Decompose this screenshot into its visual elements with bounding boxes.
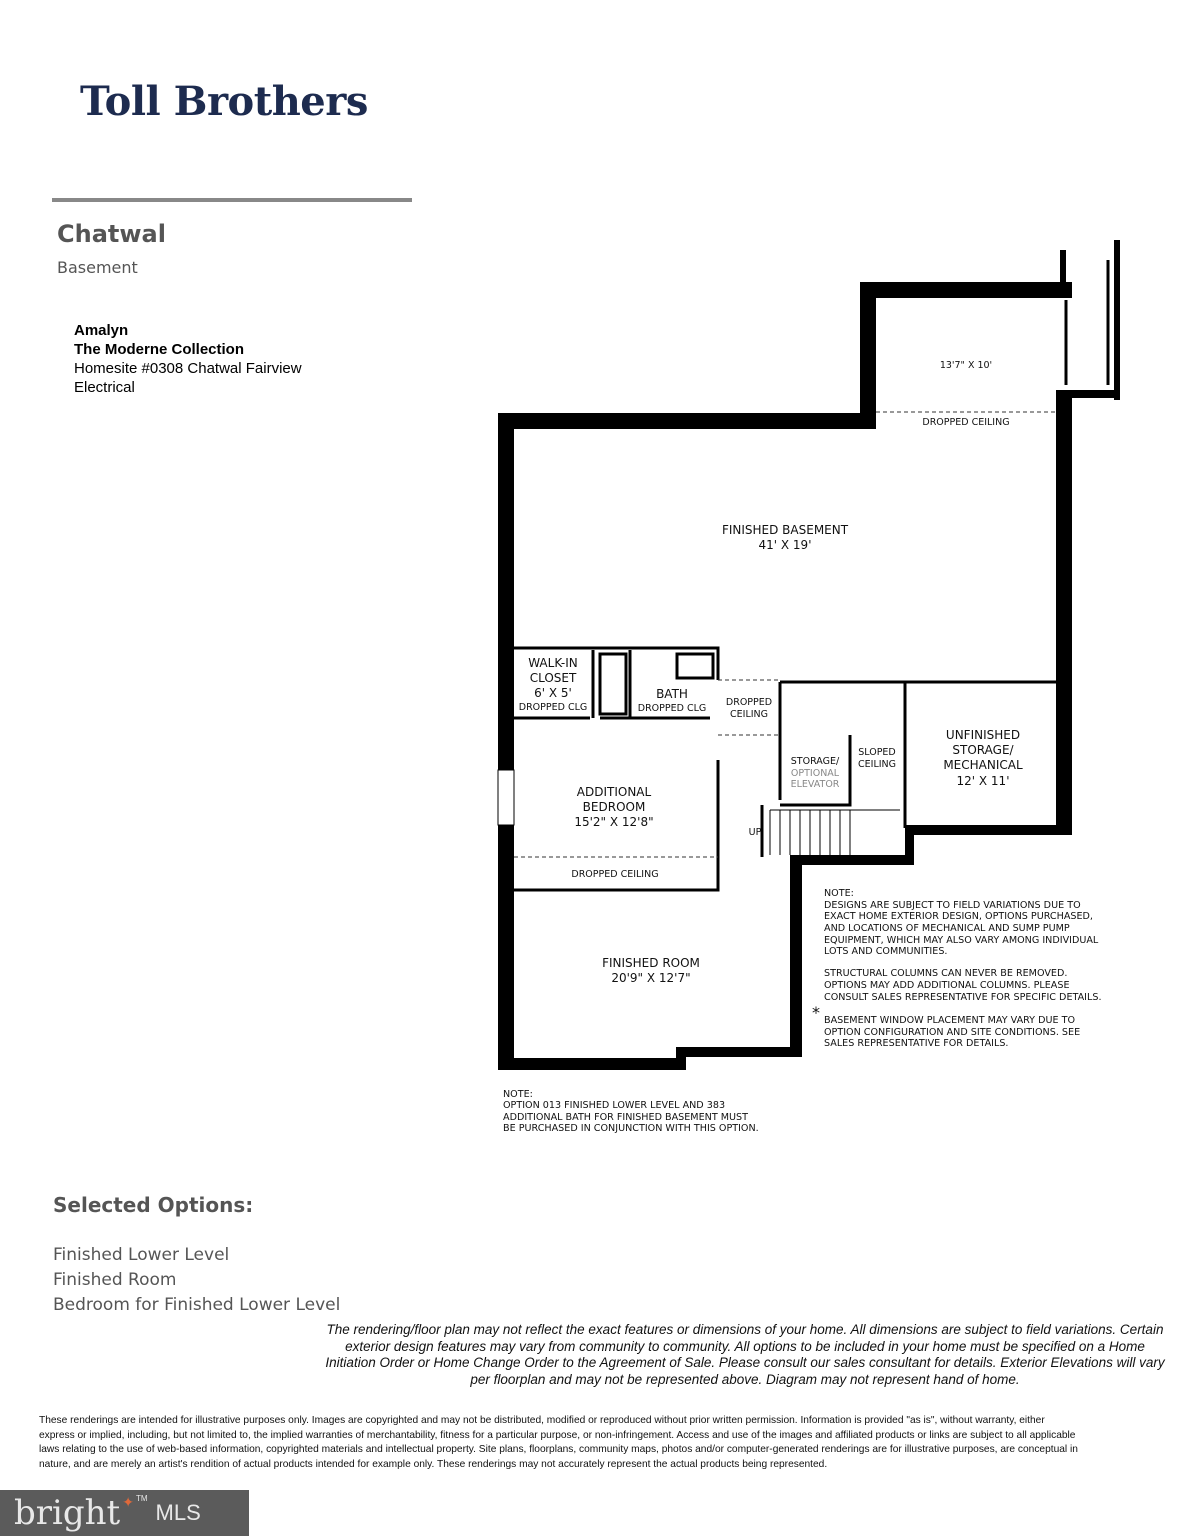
option-item: Finished Room	[53, 1270, 177, 1290]
selected-options-list	[53, 1243, 340, 1318]
option-item: Finished Lower Level	[53, 1245, 230, 1265]
bedroom-label-1: ADDITIONAL	[576, 785, 652, 799]
closet-dropped: DROPPED CLG	[518, 702, 588, 713]
window	[498, 770, 514, 825]
note-line: SALES REPRESENTATIVE FOR DETAILS.	[824, 1038, 1009, 1049]
note-line: OPTION 013 FINISHED LOWER LEVEL AND 383	[503, 1100, 726, 1111]
note-line: BASEMENT WINDOW PLACEMENT MAY VARY DUE TO	[824, 1015, 1076, 1026]
closet-label-2: CLOSET	[529, 671, 577, 685]
bedroom-label-2: BEDROOM	[582, 800, 646, 814]
hall-dropped-2: CEILING	[730, 709, 768, 720]
note-line: OPTION CONFIGURATION AND SITE CONDITIONS. SEE	[824, 1027, 1081, 1038]
legal-text: These renderings are intended for illustrative purposes only. Images are copyrighted and may not be distributed, modified or reproduced without prior written permission. Information is provided "as is", without warranty, either express or implied, including, but not limited to, the implied warranties of merchantability, fitness for a particular purpose, or non-infringement. Access and use of the images and affiliated products or links are subject to all applicable laws relating to the use of web-based information, copyrighted materials and intellectual property. Site plans, floorplans, community maps, photos and/or computer-generated renderings are for illustrative purposes, are conceptual in nature, and are merely an artist's rendition of actual products intended for example only. These renderings may not accurately represent the actual products being represented.	[39, 1415, 1078, 1470]
finished-basement-label: FINISHED BASEMENT	[721, 523, 849, 537]
homesite-label: Homesite #0308 Chatwal Fairview	[74, 360, 302, 377]
note-line: EQUIPMENT, WHICH MAY ALSO VARY AMONG INDIVIDUAL	[824, 935, 1099, 946]
note-line: CONSULT SALES REPRESENTATIVE FOR SPECIFIC DETAILS.	[824, 992, 1102, 1003]
selected-options-heading: Selected Options:	[53, 1193, 254, 1217]
toll-brothers-logo: Toll Brothers	[80, 78, 368, 125]
finished-room-label: FINISHED ROOM	[602, 956, 700, 970]
plan-level: Basement	[57, 258, 138, 277]
community-name: Amalyn	[74, 322, 129, 339]
star-icon: ✦	[122, 1494, 134, 1510]
unfinished-label-2: STORAGE/	[952, 743, 1014, 757]
storage-label-2: OPTIONAL	[790, 768, 840, 779]
option-item: Bedroom for Finished Lower Level	[53, 1295, 341, 1315]
bath-dropped: DROPPED CLG	[637, 703, 707, 714]
sloped-label-2: CEILING	[858, 759, 896, 770]
note-bottom	[503, 1089, 759, 1134]
closet-dim: 6' X 5'	[534, 686, 572, 700]
asterisk: *	[812, 1003, 820, 1022]
stairs-up-label: UP	[748, 827, 762, 838]
room-dimension-top: 13'7" X 10'	[939, 360, 993, 371]
note-right	[824, 888, 1102, 1049]
hall-dropped-1: DROPPED	[725, 697, 773, 708]
note-line: DESIGNS ARE SUBJECT TO FIELD VARIATIONS DUE TO	[824, 900, 1081, 911]
storage-label-1: STORAGE/	[790, 756, 840, 767]
unfinished-label-1: UNFINISHED	[945, 728, 1021, 742]
watermark-mls: MLS	[155, 1500, 201, 1525]
storage-label-3: ELEVATOR	[790, 779, 840, 790]
note-line: AND LOCATIONS OF MECHANICAL AND SUMP PUMP	[824, 923, 1070, 934]
finished-room-dim: 20'9" X 12'7"	[611, 971, 691, 985]
note-line: NOTE:	[503, 1089, 533, 1100]
collection-name: The Moderne Collection	[74, 341, 245, 358]
unfinished-label-3: MECHANICAL	[943, 758, 1023, 772]
note-line: NOTE:	[824, 888, 854, 899]
bath-label: BATH	[656, 687, 688, 701]
closet-label-1: WALK-IN	[528, 656, 578, 670]
plan-title: Chatwal	[57, 220, 166, 248]
plan-type: Electrical	[74, 379, 135, 396]
sloped-label-1: SLOPED	[858, 747, 896, 758]
watermark-tm: TM	[135, 1494, 148, 1503]
note-line: EXACT HOME EXTERIOR DESIGN, OPTIONS PURCHASED,	[824, 911, 1093, 922]
dropped-ceiling-label: DROPPED CEILING	[922, 417, 1010, 428]
unfinished-dim: 12' X 11'	[956, 774, 1010, 788]
note-line: ADDITIONAL BATH FOR FINISHED BASEMENT MUST	[503, 1112, 748, 1123]
note-line: LOTS AND COMMUNITIES.	[824, 946, 948, 957]
note-line: BE PURCHASED IN CONJUNCTION WITH THIS OPTION.	[503, 1123, 759, 1134]
stairs	[770, 810, 900, 855]
bright-mls-watermark	[0, 1490, 249, 1536]
disclaimer: The rendering/floor plan may not reflect the exact features or dimensions of your home. All dimensions are subject to field variations. Certain exterior design features may vary from community to community. All options to be included in your home must be specified on a Home Initiation Order or Home Change Order to the Agreement of Sale. Please consult our sales consultant for details. Exterior Elevations will vary per floorplan and may not be represented above. Diagram may not represent hand of home.	[325, 1322, 1165, 1387]
watermark-word: bright	[14, 1493, 121, 1533]
finished-basement-dim: 41' X 19'	[758, 538, 812, 552]
bedroom-dropped: DROPPED CEILING	[571, 869, 659, 880]
note-line: OPTIONS MAY ADD ADDITIONAL COLUMNS. PLEASE	[824, 980, 1070, 991]
note-line: STRUCTURAL COLUMNS CAN NEVER BE REMOVED.	[824, 968, 1068, 979]
bedroom-dim: 15'2" X 12'8"	[574, 815, 654, 829]
